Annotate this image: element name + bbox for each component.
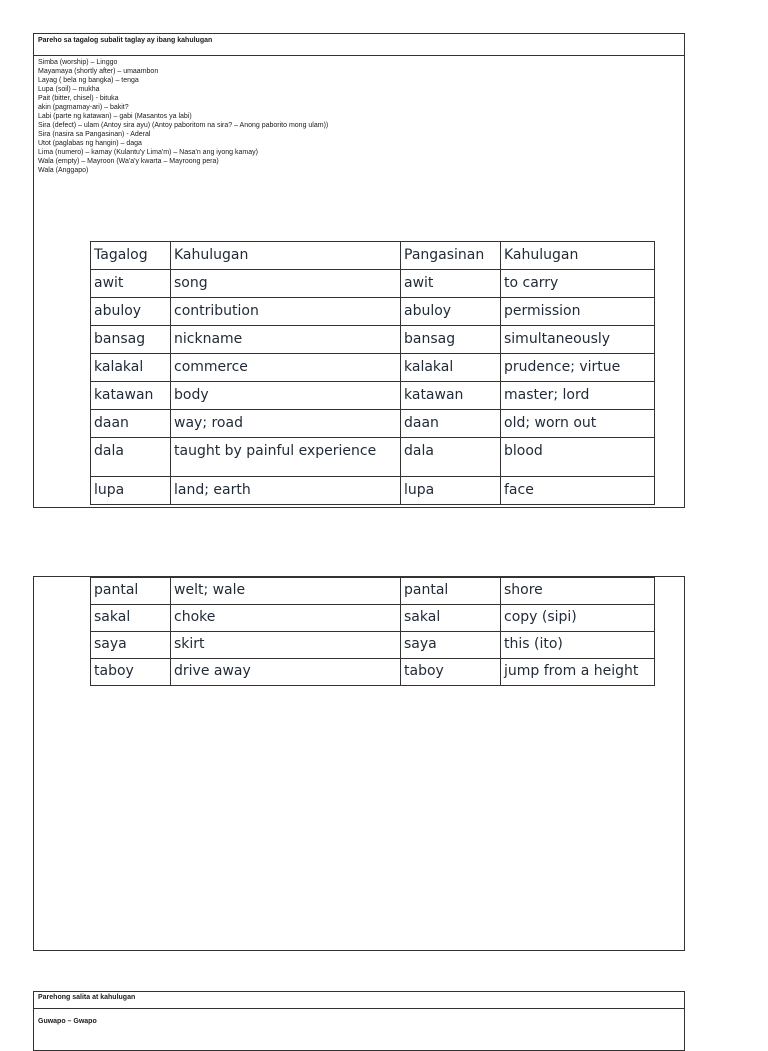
cell: saya	[91, 632, 171, 659]
note-line: Lupa (soil) – mukha	[38, 86, 100, 93]
header-kahulugan-tagalog: Kahulugan	[171, 242, 401, 270]
section-box-1	[33, 33, 685, 508]
cell: pantal	[91, 578, 171, 605]
header-tagalog: Tagalog	[91, 242, 171, 270]
note-line: Wala (Anggapo)	[38, 167, 89, 174]
note-line: Utot (paglabas ng hangin) – daga	[38, 140, 142, 147]
cell: prudence; virtue	[501, 354, 655, 382]
cell: welt; wale	[171, 578, 401, 605]
section-box-3	[33, 991, 685, 1051]
note-line: Sira (nasira sa Pangasinan) - Aderal	[38, 131, 151, 138]
table-row	[91, 382, 655, 410]
cell: taught by painful experience	[171, 438, 401, 477]
cell: dala	[91, 438, 171, 477]
cell: kalakal	[91, 354, 171, 382]
note-line: Sira (defect) – ulam (Antoy sira ayu) (Antoy paboritom na sira? – Anong paborito mong ulam))	[38, 122, 329, 129]
note-line: Pait (bitter, chisel) - bituka	[38, 95, 119, 102]
cell: lupa	[91, 477, 171, 505]
cell: kalakal	[401, 354, 501, 382]
cell: bansag	[91, 326, 171, 354]
table-header-row	[91, 242, 655, 270]
cell: awit	[401, 270, 501, 298]
cell: copy (sipi)	[501, 605, 655, 632]
note-line: Layag ( bela ng bangka) – tenga	[38, 77, 139, 84]
note-line: Wala (empty) – Mayroon (Wa'a'y kwarta – Mayroong pera)	[38, 158, 219, 165]
cell: commerce	[171, 354, 401, 382]
cell: nickname	[171, 326, 401, 354]
section-3-heading: Parehong salita at kahulugan	[34, 992, 684, 1009]
cell: pantal	[401, 578, 501, 605]
cell: katawan	[401, 382, 501, 410]
note-line: Mayamaya (shortly after) – umaambon	[38, 68, 159, 75]
header-kahulugan-pangasinan: Kahulugan	[501, 242, 655, 270]
cell: sakal	[401, 605, 501, 632]
cell: face	[501, 477, 655, 505]
cell: abuloy	[91, 298, 171, 326]
cell: taboy	[91, 659, 171, 686]
word-notes-list	[34, 56, 684, 177]
cell: body	[171, 382, 401, 410]
header-pangasinan: Pangasinan	[401, 242, 501, 270]
cell: sakal	[91, 605, 171, 632]
table-row	[91, 410, 655, 438]
table-row	[91, 438, 655, 477]
cell: way; road	[171, 410, 401, 438]
cell: bansag	[401, 326, 501, 354]
cell: to carry	[501, 270, 655, 298]
table-row	[91, 632, 655, 659]
cell: this (ito)	[501, 632, 655, 659]
cell: abuloy	[401, 298, 501, 326]
cell: contribution	[171, 298, 401, 326]
cell: skirt	[171, 632, 401, 659]
cell: katawan	[91, 382, 171, 410]
table-row	[91, 477, 655, 505]
cell: simultaneously	[501, 326, 655, 354]
note-line: akin (pagmamay-ari) – bakit?	[38, 104, 129, 111]
cell: lupa	[401, 477, 501, 505]
comparison-table-1	[90, 241, 655, 505]
table-row	[91, 354, 655, 382]
comparison-table-2	[90, 577, 655, 686]
cell: awit	[91, 270, 171, 298]
cell: drive away	[171, 659, 401, 686]
table-row	[91, 605, 655, 632]
table-row	[91, 270, 655, 298]
table-row	[91, 659, 655, 686]
section-1-heading: Pareho sa tagalog subalit taglay ay ibang kahulugan	[34, 34, 684, 56]
cell: song	[171, 270, 401, 298]
cell: shore	[501, 578, 655, 605]
cell: blood	[501, 438, 655, 477]
cell: jump from a height	[501, 659, 655, 686]
section-box-2	[33, 576, 685, 951]
note-line: Lima (numero) – kamay (Kulantu'y Lima'm) – Nasa'n ang iyong kamay)	[38, 149, 258, 156]
note-line: Guwapo – Gwapo	[38, 1018, 97, 1025]
cell: daan	[401, 410, 501, 438]
cell: choke	[171, 605, 401, 632]
cell: daan	[91, 410, 171, 438]
cell: taboy	[401, 659, 501, 686]
cell: dala	[401, 438, 501, 477]
table-row	[91, 578, 655, 605]
cell: permission	[501, 298, 655, 326]
cell: old; worn out	[501, 410, 655, 438]
note-line: Labi (parte ng katawan) – gabi (Masantos ya labi)	[38, 113, 192, 120]
table-row	[91, 298, 655, 326]
note-line: Simba (worship) – Linggo	[38, 59, 118, 66]
cell: land; earth	[171, 477, 401, 505]
table-row	[91, 326, 655, 354]
cell: master; lord	[501, 382, 655, 410]
cell: saya	[401, 632, 501, 659]
